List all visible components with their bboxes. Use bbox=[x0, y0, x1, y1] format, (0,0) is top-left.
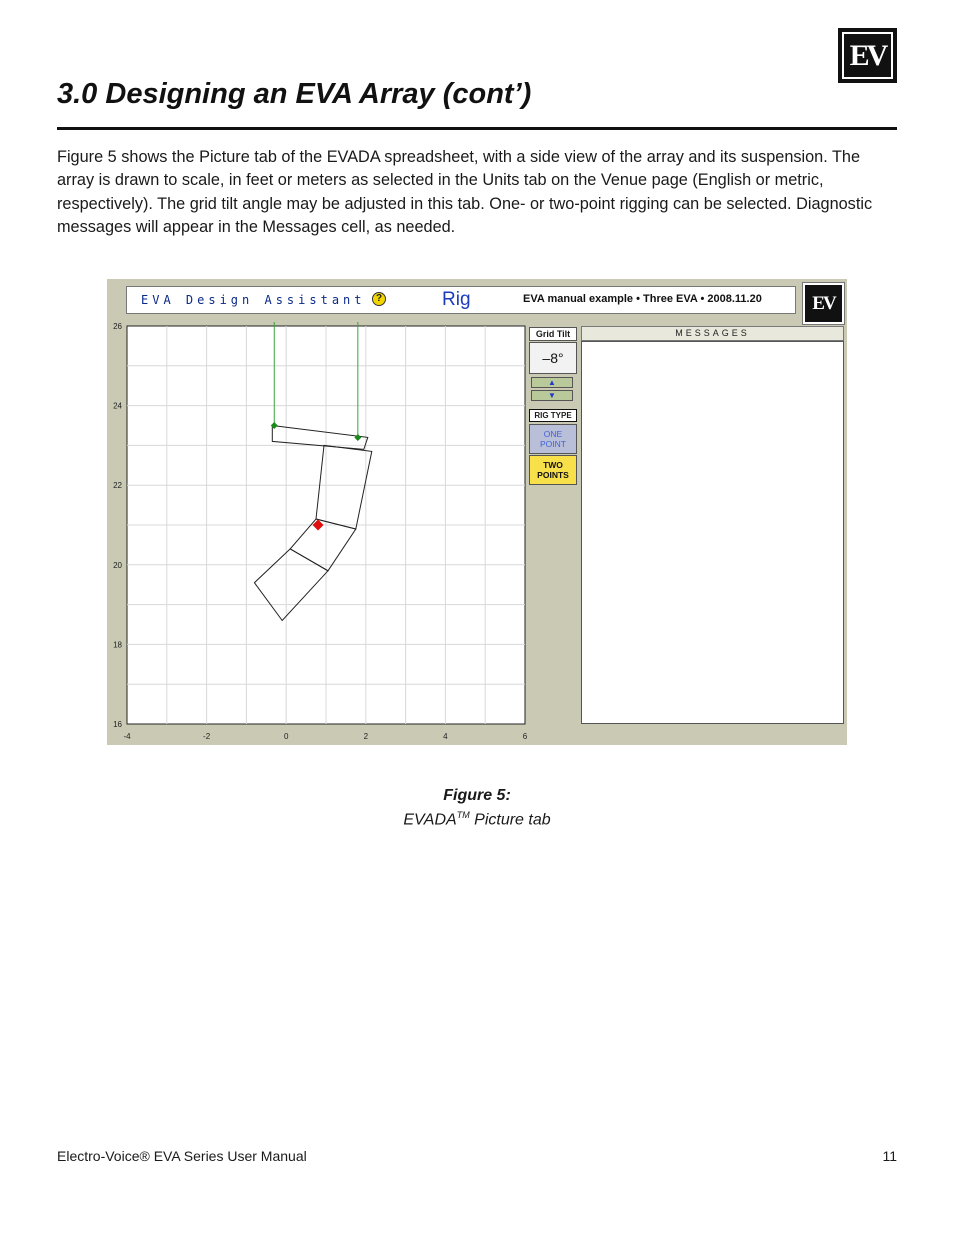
messages-header: MESSAGES bbox=[581, 326, 844, 341]
two-points-label: TWO POINTS bbox=[537, 460, 569, 480]
y-tick-label: 18 bbox=[113, 640, 122, 650]
arrow-down-icon: ▼ bbox=[548, 391, 556, 400]
evada-picture-tab-screenshot bbox=[107, 279, 847, 745]
subcaption-name: EVADA bbox=[403, 811, 457, 829]
array-side-view-plot bbox=[107, 279, 527, 745]
rig-type-label: RIG TYPE bbox=[529, 409, 577, 422]
two-points-button[interactable] bbox=[529, 455, 577, 485]
x-tick-label: 0 bbox=[283, 732, 289, 741]
intro-paragraph: Figure 5 shows the Picture tab of the EVADA spreadsheet, with a side view of the array and its suspension. The array is drawn to scale, in feet or meters as selected in the Units tab on the Venue page (English or metric, respectively). The grid tilt angle may be adjusted in this tab. One- or two-point rigging can be selected. Diagnostic messages will appear in the Messages cell, as needed. bbox=[57, 148, 873, 237]
app-ev-logo: EV bbox=[803, 283, 844, 324]
messages-cell bbox=[581, 341, 844, 724]
title-divider bbox=[57, 127, 897, 130]
grid-tilt-value[interactable]: –8° bbox=[529, 342, 577, 374]
page-number: 11 bbox=[882, 1148, 897, 1164]
footer-manual-name: Electro-Voice® EVA Series User Manual bbox=[57, 1148, 307, 1164]
ev-logo bbox=[838, 28, 897, 83]
grid-tilt-label: Grid Tilt bbox=[529, 327, 577, 341]
y-tick-label: 26 bbox=[113, 322, 122, 331]
x-tick-label: -2 bbox=[203, 732, 211, 741]
subcaption-rest: Picture tab bbox=[469, 811, 551, 829]
tilt-down-button[interactable] bbox=[531, 390, 573, 401]
y-tick-label: 16 bbox=[113, 720, 122, 729]
y-tick-label: 20 bbox=[113, 560, 122, 570]
current-tab-name: Rig bbox=[442, 289, 471, 310]
figure-caption: Figure 5: bbox=[443, 787, 511, 804]
one-point-label: ONE POINT bbox=[540, 429, 566, 449]
tilt-up-button[interactable] bbox=[531, 377, 573, 388]
x-tick-label: 4 bbox=[443, 732, 448, 741]
page-title: 3.0 Designing an EVA Array (cont’) bbox=[57, 78, 532, 110]
x-tick-label: 2 bbox=[363, 732, 369, 741]
y-tick-label: 22 bbox=[113, 481, 122, 491]
trademark-mark: TM bbox=[456, 810, 470, 820]
project-info: EVA manual example • Three EVA • 2008.11.20 bbox=[523, 293, 762, 305]
one-point-button[interactable] bbox=[529, 424, 577, 454]
ev-logo-text: EV bbox=[842, 32, 893, 79]
x-tick-label: 6 bbox=[522, 732, 527, 741]
x-tick-label: -4 bbox=[123, 732, 131, 741]
y-tick-label: 24 bbox=[113, 401, 122, 411]
help-icon[interactable]: ? bbox=[372, 292, 386, 306]
app-name: EVA Design Assistant bbox=[141, 293, 366, 307]
figure-subcaption bbox=[0, 810, 954, 829]
arrow-up-icon: ▲ bbox=[548, 378, 556, 387]
